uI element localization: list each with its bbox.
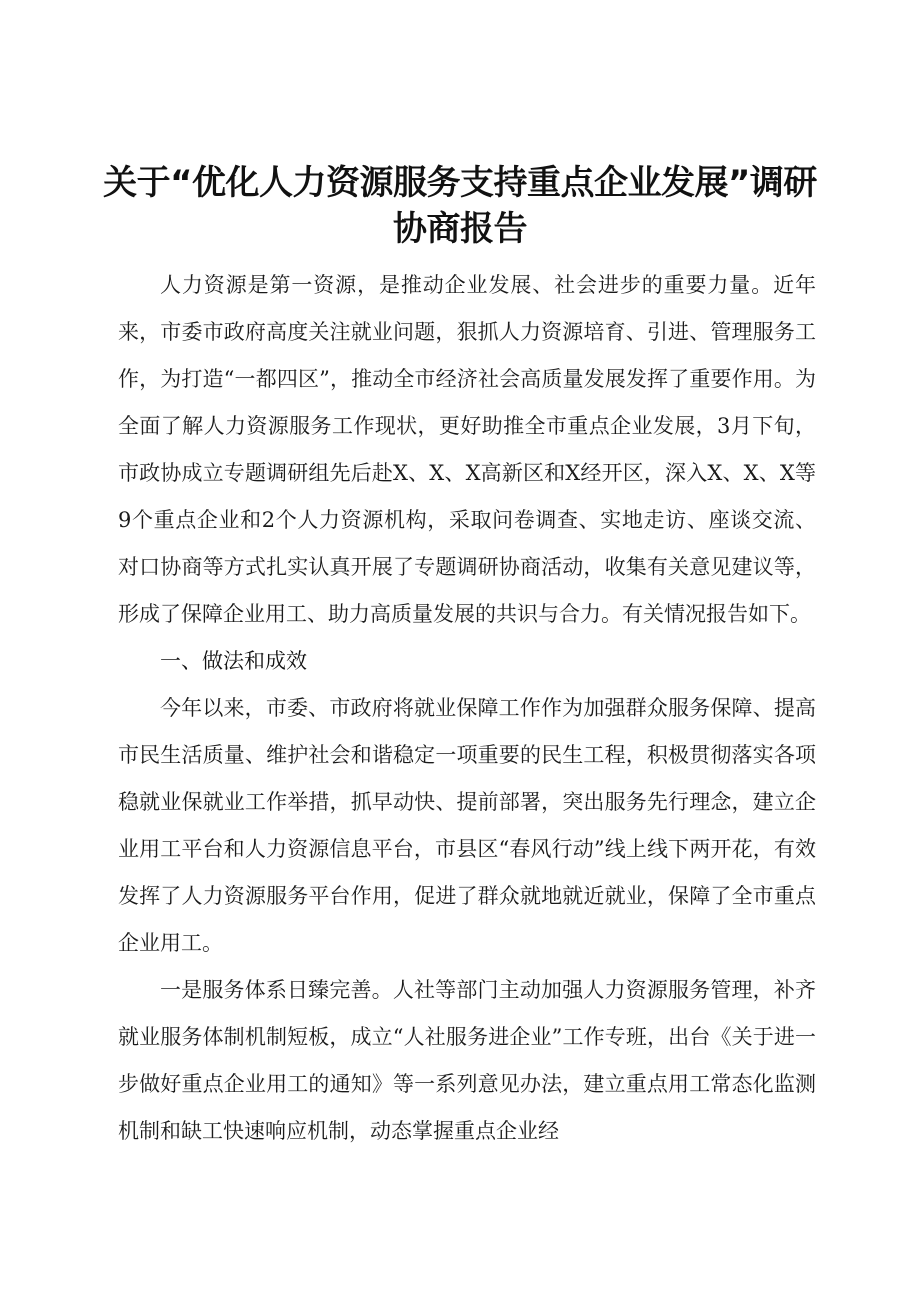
section-heading-practices-results: 一、做法和成效 <box>160 649 307 673</box>
section-paragraph-service-system: 一是服务体系日臻完善。人社等部门主动加强人力资源服务管理，补齐就业服务体制机制短板，成立“人社服务进企业”工作专班，出台《关于进一步做好重点企业用工的通知》等一系列意见办法，建立重点用工常态化监测机制和缺工快速响应机制，动态掌握重点企业经 <box>118 978 816 1143</box>
intro-paragraph: 人力资源是第一资源，是推动企业发展、社会进步的重要力量。近年来，市委市政府高度关注就业问题，狠抓人力资源培育、引进、管理服务工作，为打造“一都四区”，推动全市经济社会高质量发展发挥了重要作用。为全面了解人力资源服务工作现状，更好助推全市重点企业发展，3月下旬，市政协成立专题调研组先后赴X、X、X高新区和X经开区，深入X、X、X等9个重点企业和2个人力资源机构，采取问卷调查、实地走访、座谈交流、对口协商等方式扎实认真开展了专题调研协商活动，收集有关意见建议等，形成了保障企业用工、助力高质量发展的共识与合力。有关情况报告如下。 <box>118 273 816 626</box>
section-paragraph-overview: 今年以来，市委、市政府将就业保障工作作为加强群众服务保障、提高市民生活质量、维护社会和谐稳定一项重要的民生工程，积极贯彻落实各项稳就业保就业工作举措，抓早动快、提前部署，突出服务先行理念，建立企业用工平台和人力资源信息平台，市县区“春风行动”线上线下两开花，有效发挥了人力资源服务平台作用，促进了群众就地就近就业，保障了全市重点企业用工。 <box>118 696 816 955</box>
document-title: 关于“优化人力资源服务支持重点企业发展”调研协商报告 <box>103 163 817 249</box>
document-body <box>118 262 816 1155</box>
